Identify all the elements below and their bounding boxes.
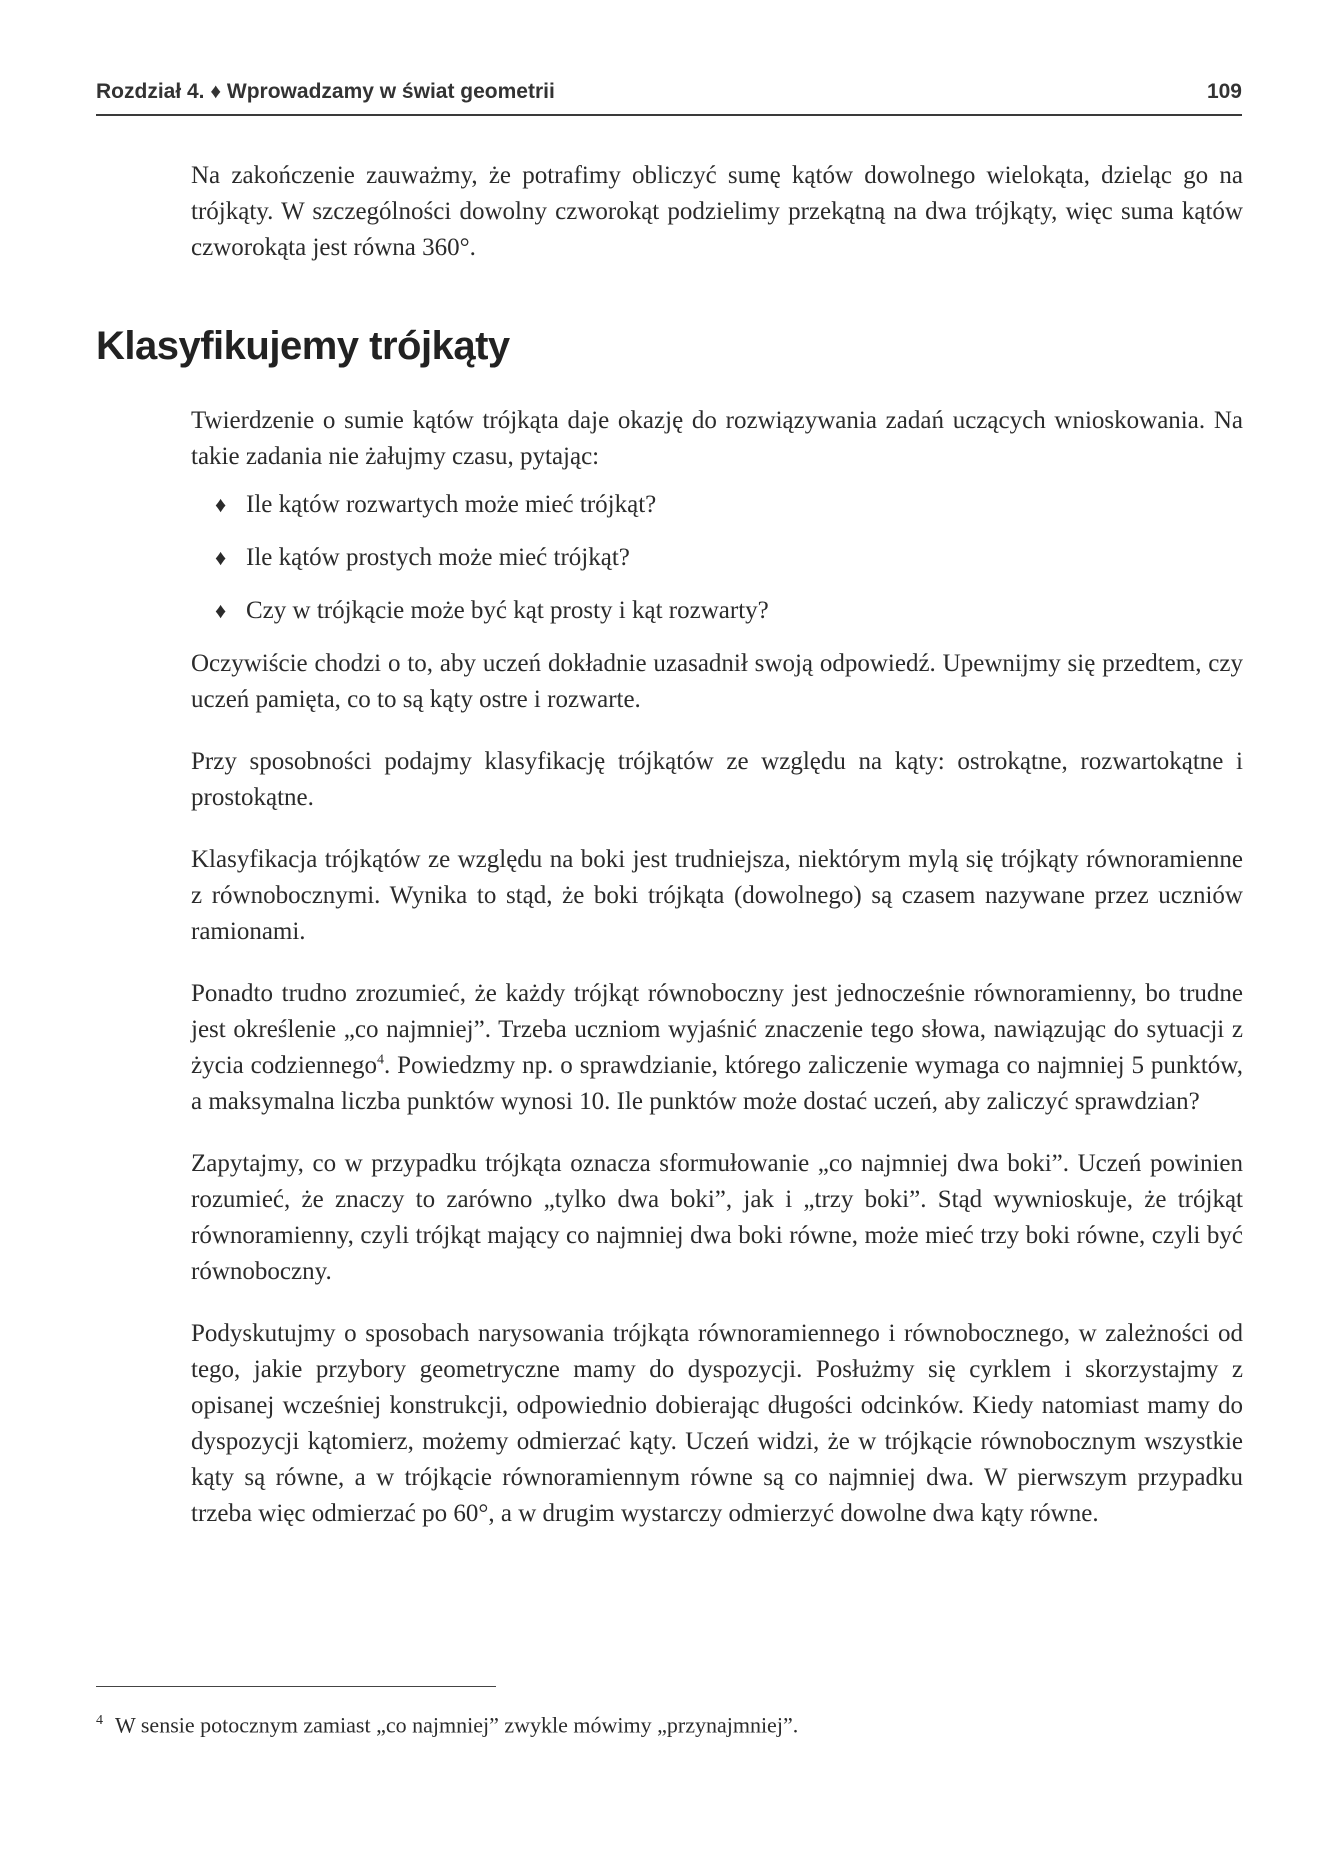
list-item: [191, 593, 1243, 629]
diamond-bullet-icon: ♦: [215, 598, 227, 623]
list-item-text: Ile kątów prostych może mieć trójkąt?: [246, 544, 630, 571]
paragraph-4-text-a: Ponadto trudno zrozumieć, że każdy trójkąt równoboczny jest jednocześnie równoramienny, bo trudne jest określenie „co najmniej”. Trzeba uczniom wyjaśnić znaczenie tego słowa, nawiązując do sytuacji z życia codziennego: [191, 980, 1243, 1079]
question-list: [191, 487, 1243, 629]
list-item-text: Czy w trójkącie może być kąt prosty i kąt rozwarty?: [246, 597, 769, 624]
chapter-title: Rozdział 4. ♦ Wprowadzamy w świat geometrii: [96, 80, 555, 103]
paragraph-5: Zapytajmy, co w przypadku trójkąta oznacza sformułowanie „co najmniej dwa boki”. Uczeń powinien rozumieć, że znaczy to zarówno „tylko dwa boki”, jak i „trzy boki”. Stąd wywnioskuje, że trójkąt równoramienny, czyli trójkąt mający co najmniej dwa boki równe, może mieć trzy boki równe, czyli być równoboczny.: [191, 1150, 1243, 1285]
footnote-divider: [96, 1686, 496, 1687]
section-heading: Klasyfikujemy trójkąty: [96, 324, 510, 368]
paragraph-3: Klasyfikacja trójkątów ze względu na boki jest trudniejsza, niektórym mylą się trójkąty równoramienne z równobocznymi. Wynika to stąd, że boki trójkąta (dowolnego) są czasem nazywane przez uczniów ramionami.: [191, 846, 1243, 945]
running-header: [96, 76, 1242, 116]
diamond-bullet-icon: ♦: [215, 545, 227, 570]
list-item: [191, 487, 1243, 523]
list-item-text: Ile kątów rozwartych może mieć trójkąt?: [246, 491, 657, 518]
footnote-number: 4: [96, 1713, 103, 1728]
footnote-reference[interactable]: 4: [377, 1052, 384, 1068]
paragraph-2: Przy sposobności podajmy klasyfikację trójkątów ze względu na kąty: ostrokątne, rozwartokątne i prostokątne.: [191, 748, 1243, 811]
paragraph-6: Podyskutujmy o sposobach narysowania trójkąta równoramiennego i równobocznego, w zależności od tego, jakie przybory geometryczne mamy do dyspozycji. Posłużmy się cyrklem i skorzystajmy z opisanej wcześniej konstrukcji, odpowiednio dobierając długości odcinków. Kiedy natomiast mamy do dyspozycji kątomierz, możemy odmierzać kąty. Uczeń widzi, że w trójkącie równobocznym wszystkie kąty są równe, a w trójkącie równoramiennym równe są co najmniej dwa. W pierwszym przypadku trzeba więc odmierzać po 60°, a w drugim wystarczy odmierzyć dowolne dwa kąty równe.: [191, 1320, 1243, 1527]
paragraph-4-text-b: . Powiedzmy np. o sprawdzianie, którego zaliczenie wymaga co najmniej 5 punktów, a maksymalna liczba punktów wynosi 10. Ile punktów może dostać uczeń, aby zaliczyć sprawdzian?: [191, 1052, 1243, 1115]
lead-paragraph: Twierdzenie o sumie kątów trójkąta daje okazję do rozwiązywania zadań uczących wnioskowania. Na takie zadania nie żałujmy czasu, pytając:: [191, 407, 1243, 470]
page-number: 109: [1206, 80, 1242, 103]
intro-block: [191, 158, 1243, 266]
list-item: [191, 540, 1243, 576]
intro-paragraph: Na zakończenie zauważmy, że potrafimy obliczyć sumę kątów dowolnego wielokąta, dzieląc go na trójkąty. W szczególności dowolny czworokąt podzielimy przekątną na dwa trójkąty, więc suma kątów czworokąta jest równa 360°.: [191, 162, 1243, 261]
paragraph-4: [191, 976, 1243, 1120]
footnote: [96, 1706, 1242, 1740]
diamond-bullet-icon: ♦: [215, 492, 227, 517]
paragraph-1: Oczywiście chodzi o to, aby uczeń dokładnie uzasadnił swoją odpowiedź. Upewnijmy się przedtem, czy uczeń pamięta, co to są kąty ostre i rozwarte.: [191, 650, 1243, 713]
section-body: [191, 403, 1243, 1532]
footnote-text: W sensie potocznym zamiast „co najmniej” zwykle mówimy „przynajmniej”.: [115, 1712, 799, 1738]
